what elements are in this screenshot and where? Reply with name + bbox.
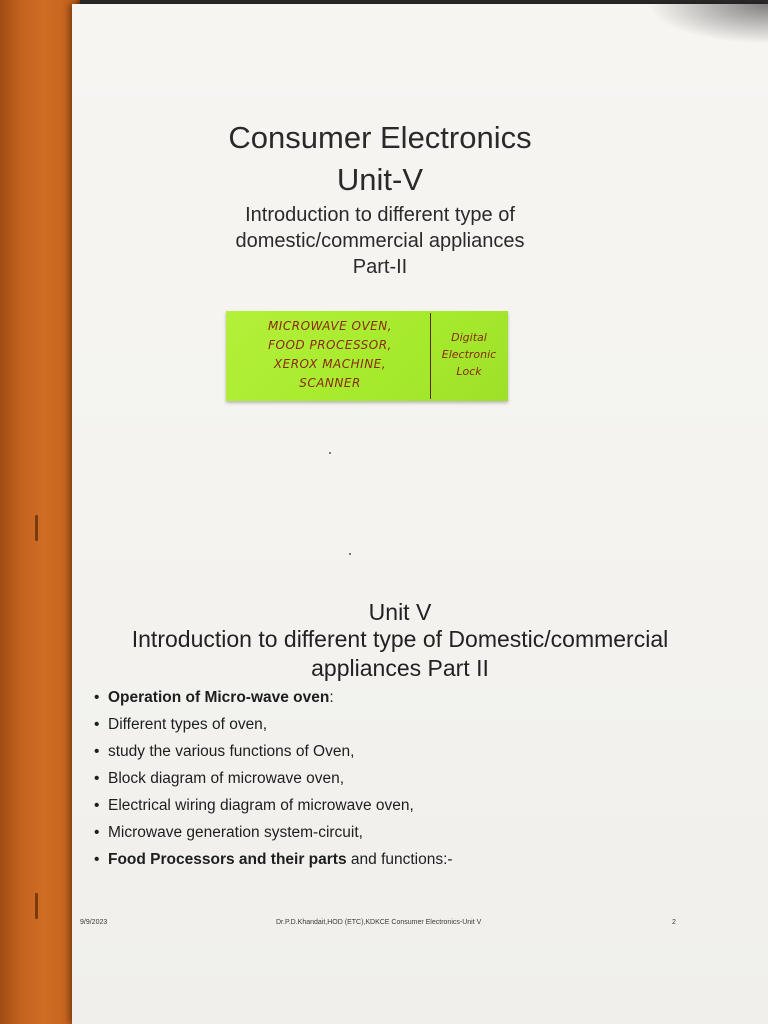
slide1-title-line2: Unit-V bbox=[336, 162, 424, 197]
bullet-text: study the various functions of Oven, bbox=[108, 743, 355, 760]
corner-shadow bbox=[648, 4, 768, 44]
sticky-right-line: Digital bbox=[451, 331, 487, 344]
bullet-item bbox=[94, 684, 453, 711]
bullet-dot: • bbox=[94, 797, 100, 814]
staple-mark bbox=[35, 893, 38, 919]
bullet-item bbox=[94, 792, 453, 819]
slide2-title-part: Part II bbox=[427, 655, 489, 681]
sticky-left-line: FOOD PROCESSOR, bbox=[268, 338, 392, 352]
bullet-text: Block diagram of microwave oven, bbox=[108, 770, 345, 787]
bullet-text: : bbox=[329, 689, 334, 706]
footer-page-number: 2 bbox=[672, 919, 676, 926]
slide2-title-line3 bbox=[72, 653, 728, 683]
bullet-text: Different types of oven, bbox=[108, 716, 268, 733]
paper-speck bbox=[349, 553, 351, 555]
bullet-dot: • bbox=[94, 716, 100, 733]
staple-mark bbox=[35, 515, 38, 541]
slide1-title-line1: Consumer Electronics bbox=[228, 120, 532, 155]
bullet-bold-text: Operation of Micro-wave oven bbox=[108, 689, 330, 706]
bullet-item bbox=[94, 819, 453, 846]
bullet-bold-text: Food Processors and their parts bbox=[108, 851, 347, 868]
slide2-title-line2: Introduction to different type of Domestic/commercial bbox=[131, 626, 669, 652]
sticky-right-line: Electronic bbox=[441, 348, 497, 361]
footer-author: Dr.P.D.Khandait,HOD (ETC),KDKCE Consumer Electronics-Unit V bbox=[276, 919, 482, 926]
bullet-dot: • bbox=[94, 770, 100, 787]
sticky-left-line: MICROWAVE OVEN, bbox=[267, 319, 393, 333]
slide2-title-appliances: appliances bbox=[311, 655, 422, 681]
topic-bullet-list bbox=[94, 684, 453, 873]
bullet-item bbox=[94, 738, 453, 765]
bullet-item bbox=[94, 711, 453, 738]
sticky-note-left-text bbox=[232, 317, 428, 393]
bullet-item bbox=[94, 846, 453, 873]
bullet-text: and functions:- bbox=[346, 851, 453, 868]
bullet-dot: • bbox=[94, 851, 100, 868]
bullet-dot: • bbox=[94, 824, 100, 841]
sticky-note-divider bbox=[430, 313, 431, 399]
footer-date: 9/9/2023 bbox=[80, 919, 108, 926]
bullet-text: Electrical wiring diagram of microwave oven, bbox=[108, 797, 414, 814]
slide1-subtitle-line3: Part-II bbox=[352, 256, 408, 278]
paper-speck bbox=[329, 452, 331, 454]
binding-strip bbox=[0, 0, 80, 1024]
bullet-text: Microwave generation system-circuit, bbox=[108, 824, 363, 841]
sticky-note bbox=[226, 311, 508, 401]
bullet-dot: • bbox=[94, 743, 100, 760]
slide1-subtitle-line1: Introduction to different type of bbox=[245, 204, 515, 226]
bullet-item bbox=[94, 765, 453, 792]
sticky-right-line: Lock bbox=[456, 365, 482, 378]
slide1-subtitle-line2: domestic/commercial appliances bbox=[235, 230, 525, 252]
sticky-left-line: SCANNER bbox=[299, 376, 361, 390]
slide2-title-line1: Unit V bbox=[368, 599, 432, 625]
sticky-note-right-text bbox=[432, 329, 506, 380]
sticky-left-line: XEROX MACHINE, bbox=[273, 357, 387, 371]
bullet-dot: • bbox=[94, 689, 100, 706]
